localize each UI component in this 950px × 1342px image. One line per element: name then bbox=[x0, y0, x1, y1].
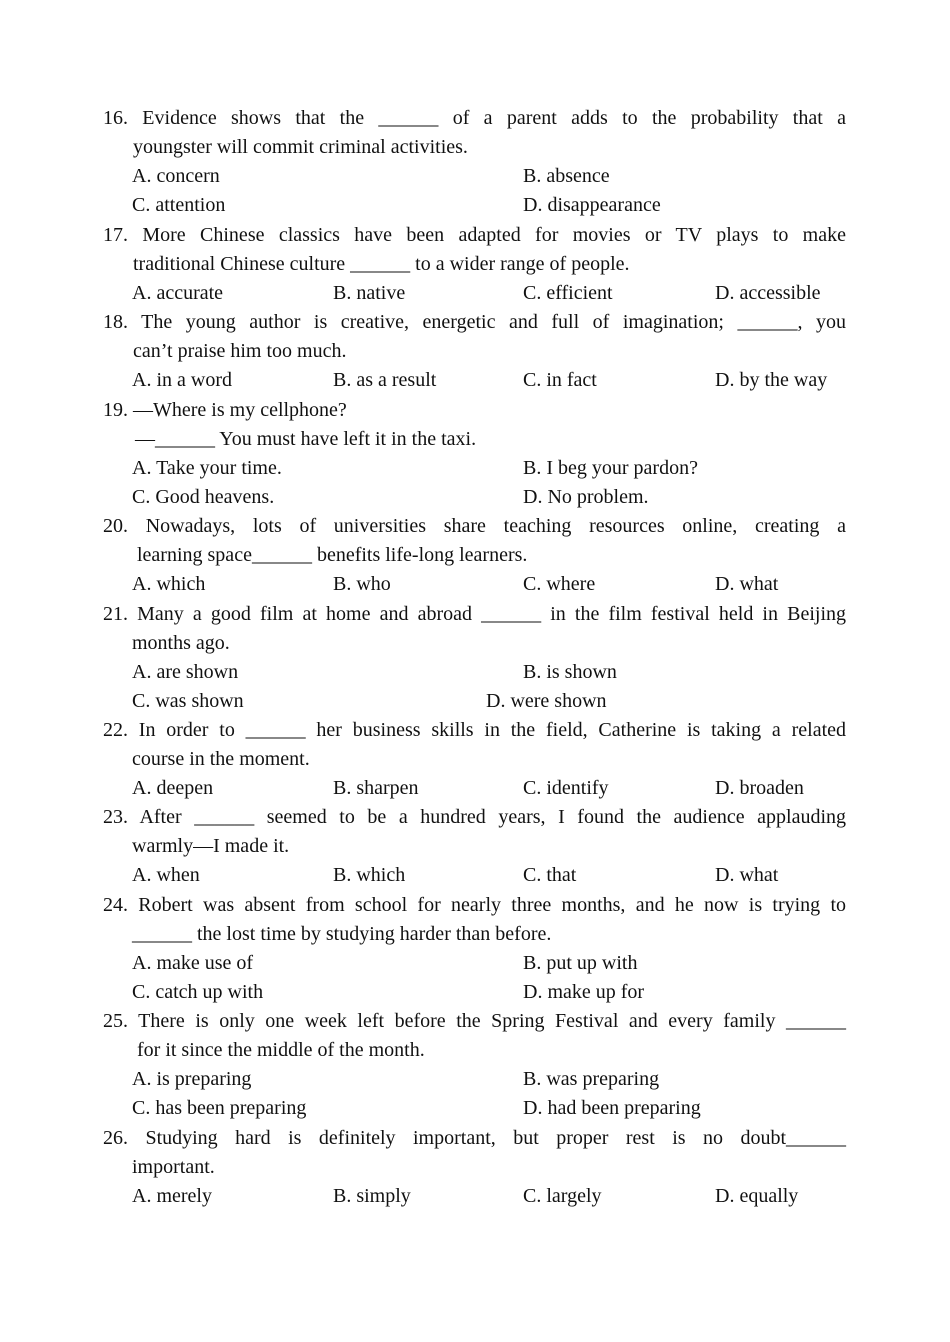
option-d[interactable]: D. equally bbox=[715, 1185, 799, 1207]
stem-line: 22. In order to ______ her business skills in the field, Catherine is taking a related bbox=[103, 719, 846, 741]
question-stem bbox=[103, 221, 846, 279]
stem-line: months ago. bbox=[132, 632, 230, 654]
options-row bbox=[103, 570, 846, 599]
options-row bbox=[103, 454, 846, 483]
option-d[interactable]: D. were shown bbox=[486, 690, 607, 712]
option-b[interactable]: B. native bbox=[333, 282, 406, 304]
question-stem bbox=[103, 396, 846, 454]
question-stem bbox=[103, 512, 846, 570]
question-21 bbox=[103, 600, 846, 716]
question-22 bbox=[103, 716, 846, 803]
stem-line: 19. —Where is my cellphone? bbox=[103, 399, 347, 421]
option-d[interactable]: D. what bbox=[715, 573, 779, 595]
option-c[interactable]: C. catch up with bbox=[132, 981, 264, 1003]
question-stem bbox=[103, 104, 846, 162]
option-a[interactable]: A. is preparing bbox=[132, 1068, 252, 1090]
option-d[interactable]: D. what bbox=[715, 864, 779, 886]
options-row bbox=[103, 774, 846, 803]
stem-line: can’t praise him too much. bbox=[133, 340, 347, 362]
option-a[interactable]: A. in a word bbox=[132, 369, 232, 391]
option-c[interactable]: C. has been preparing bbox=[132, 1097, 307, 1119]
option-a[interactable]: A. concern bbox=[132, 165, 220, 187]
options-row bbox=[103, 861, 846, 890]
stem-line: 26. Studying hard is definitely important, but proper rest is no doubt______ bbox=[103, 1127, 846, 1149]
option-d[interactable]: D. by the way bbox=[715, 369, 828, 391]
options-row bbox=[103, 483, 846, 512]
option-b[interactable]: B. is shown bbox=[523, 661, 617, 683]
option-a[interactable]: A. merely bbox=[132, 1185, 212, 1207]
option-b[interactable]: B. was preparing bbox=[523, 1068, 660, 1090]
option-b[interactable]: B. which bbox=[333, 864, 406, 886]
stem-line: 24. Robert was absent from school for nearly three months, and he now is trying to bbox=[103, 894, 846, 916]
stem-line: 20. Nowadays, lots of universities share teaching resources online, creating a bbox=[103, 515, 846, 537]
options-row bbox=[103, 687, 846, 716]
option-d[interactable]: D. had been preparing bbox=[523, 1097, 701, 1119]
stem-line: 21. Many a good film at home and abroad ______ in the film festival held in Beijing bbox=[103, 603, 846, 625]
stem-line: for it since the middle of the month. bbox=[137, 1039, 425, 1061]
options-row bbox=[103, 1065, 846, 1094]
option-b[interactable]: B. who bbox=[333, 573, 391, 595]
option-d[interactable]: D. accessible bbox=[715, 282, 821, 304]
option-b[interactable]: B. put up with bbox=[523, 952, 638, 974]
stem-line: traditional Chinese culture ______ to a wider range of people. bbox=[133, 253, 630, 275]
option-b[interactable]: B. absence bbox=[523, 165, 610, 187]
option-d[interactable]: D. disappearance bbox=[523, 194, 661, 216]
option-c[interactable]: C. efficient bbox=[523, 282, 613, 304]
options-row bbox=[103, 279, 846, 308]
stem-line: youngster will commit criminal activities. bbox=[133, 136, 468, 158]
question-24 bbox=[103, 891, 846, 1007]
question-stem bbox=[103, 891, 846, 949]
stem-line: 23. After ______ seemed to be a hundred years, I found the audience applauding bbox=[103, 806, 846, 828]
option-b[interactable]: B. sharpen bbox=[333, 777, 419, 799]
stem-line: warmly—I made it. bbox=[132, 835, 290, 857]
stem-line: ______ the lost time by studying harder than before. bbox=[132, 923, 552, 945]
stem-line: 16. Evidence shows that the ______ of a parent adds to the probability that a bbox=[103, 107, 846, 129]
question-stem bbox=[103, 803, 846, 861]
question-19 bbox=[103, 396, 846, 512]
question-stem bbox=[103, 1124, 846, 1182]
options-row bbox=[103, 978, 846, 1007]
option-c[interactable]: C. that bbox=[523, 864, 577, 886]
question-17 bbox=[103, 221, 846, 308]
options-row bbox=[103, 658, 846, 687]
stem-line: important. bbox=[132, 1156, 215, 1178]
options-row bbox=[103, 191, 846, 220]
options-row bbox=[103, 162, 846, 191]
stem-line: course in the moment. bbox=[132, 748, 310, 770]
option-a[interactable]: A. which bbox=[132, 573, 206, 595]
option-d[interactable]: D. make up for bbox=[523, 981, 645, 1003]
question-26 bbox=[103, 1124, 846, 1211]
question-20 bbox=[103, 512, 846, 599]
question-stem bbox=[103, 600, 846, 658]
stem-line: 17. More Chinese classics have been adapted for movies or TV plays to make bbox=[103, 224, 846, 246]
question-16 bbox=[103, 104, 846, 220]
stem-line: 25. There is only one week left before the Spring Festival and every family ______ bbox=[103, 1010, 846, 1032]
option-b[interactable]: B. simply bbox=[333, 1185, 411, 1207]
option-a[interactable]: A. make use of bbox=[132, 952, 254, 974]
option-a[interactable]: A. Take your time. bbox=[132, 457, 282, 479]
options-row bbox=[103, 1182, 846, 1211]
option-c[interactable]: C. largely bbox=[523, 1185, 602, 1207]
option-b[interactable]: B. as a result bbox=[333, 369, 437, 391]
question-18 bbox=[103, 308, 846, 395]
question-25 bbox=[103, 1007, 846, 1123]
option-c[interactable]: C. was shown bbox=[132, 690, 244, 712]
option-a[interactable]: A. deepen bbox=[132, 777, 214, 799]
option-c[interactable]: C. where bbox=[523, 573, 596, 595]
option-c[interactable]: C. in fact bbox=[523, 369, 597, 391]
question-stem bbox=[103, 308, 846, 366]
option-c[interactable]: C. Good heavens. bbox=[132, 486, 275, 508]
stem-line: learning space______ benefits life-long learners. bbox=[137, 544, 528, 566]
option-a[interactable]: A. are shown bbox=[132, 661, 239, 683]
option-d[interactable]: D. No problem. bbox=[523, 486, 649, 508]
option-c[interactable]: C. attention bbox=[132, 194, 226, 216]
stem-line: 18. The young author is creative, energetic and full of imagination; ______, you bbox=[103, 311, 846, 333]
options-row bbox=[103, 1094, 846, 1123]
question-stem bbox=[103, 1007, 846, 1065]
option-d[interactable]: D. broaden bbox=[715, 777, 804, 799]
question-23 bbox=[103, 803, 846, 890]
option-a[interactable]: A. accurate bbox=[132, 282, 224, 304]
option-a[interactable]: A. when bbox=[132, 864, 200, 886]
stem-line: —______ You must have left it in the taxi. bbox=[135, 428, 477, 450]
option-c[interactable]: C. identify bbox=[523, 777, 609, 799]
options-row bbox=[103, 949, 846, 978]
option-b[interactable]: B. I beg your pardon? bbox=[523, 457, 698, 479]
question-stem bbox=[103, 716, 846, 774]
options-row bbox=[103, 366, 846, 395]
